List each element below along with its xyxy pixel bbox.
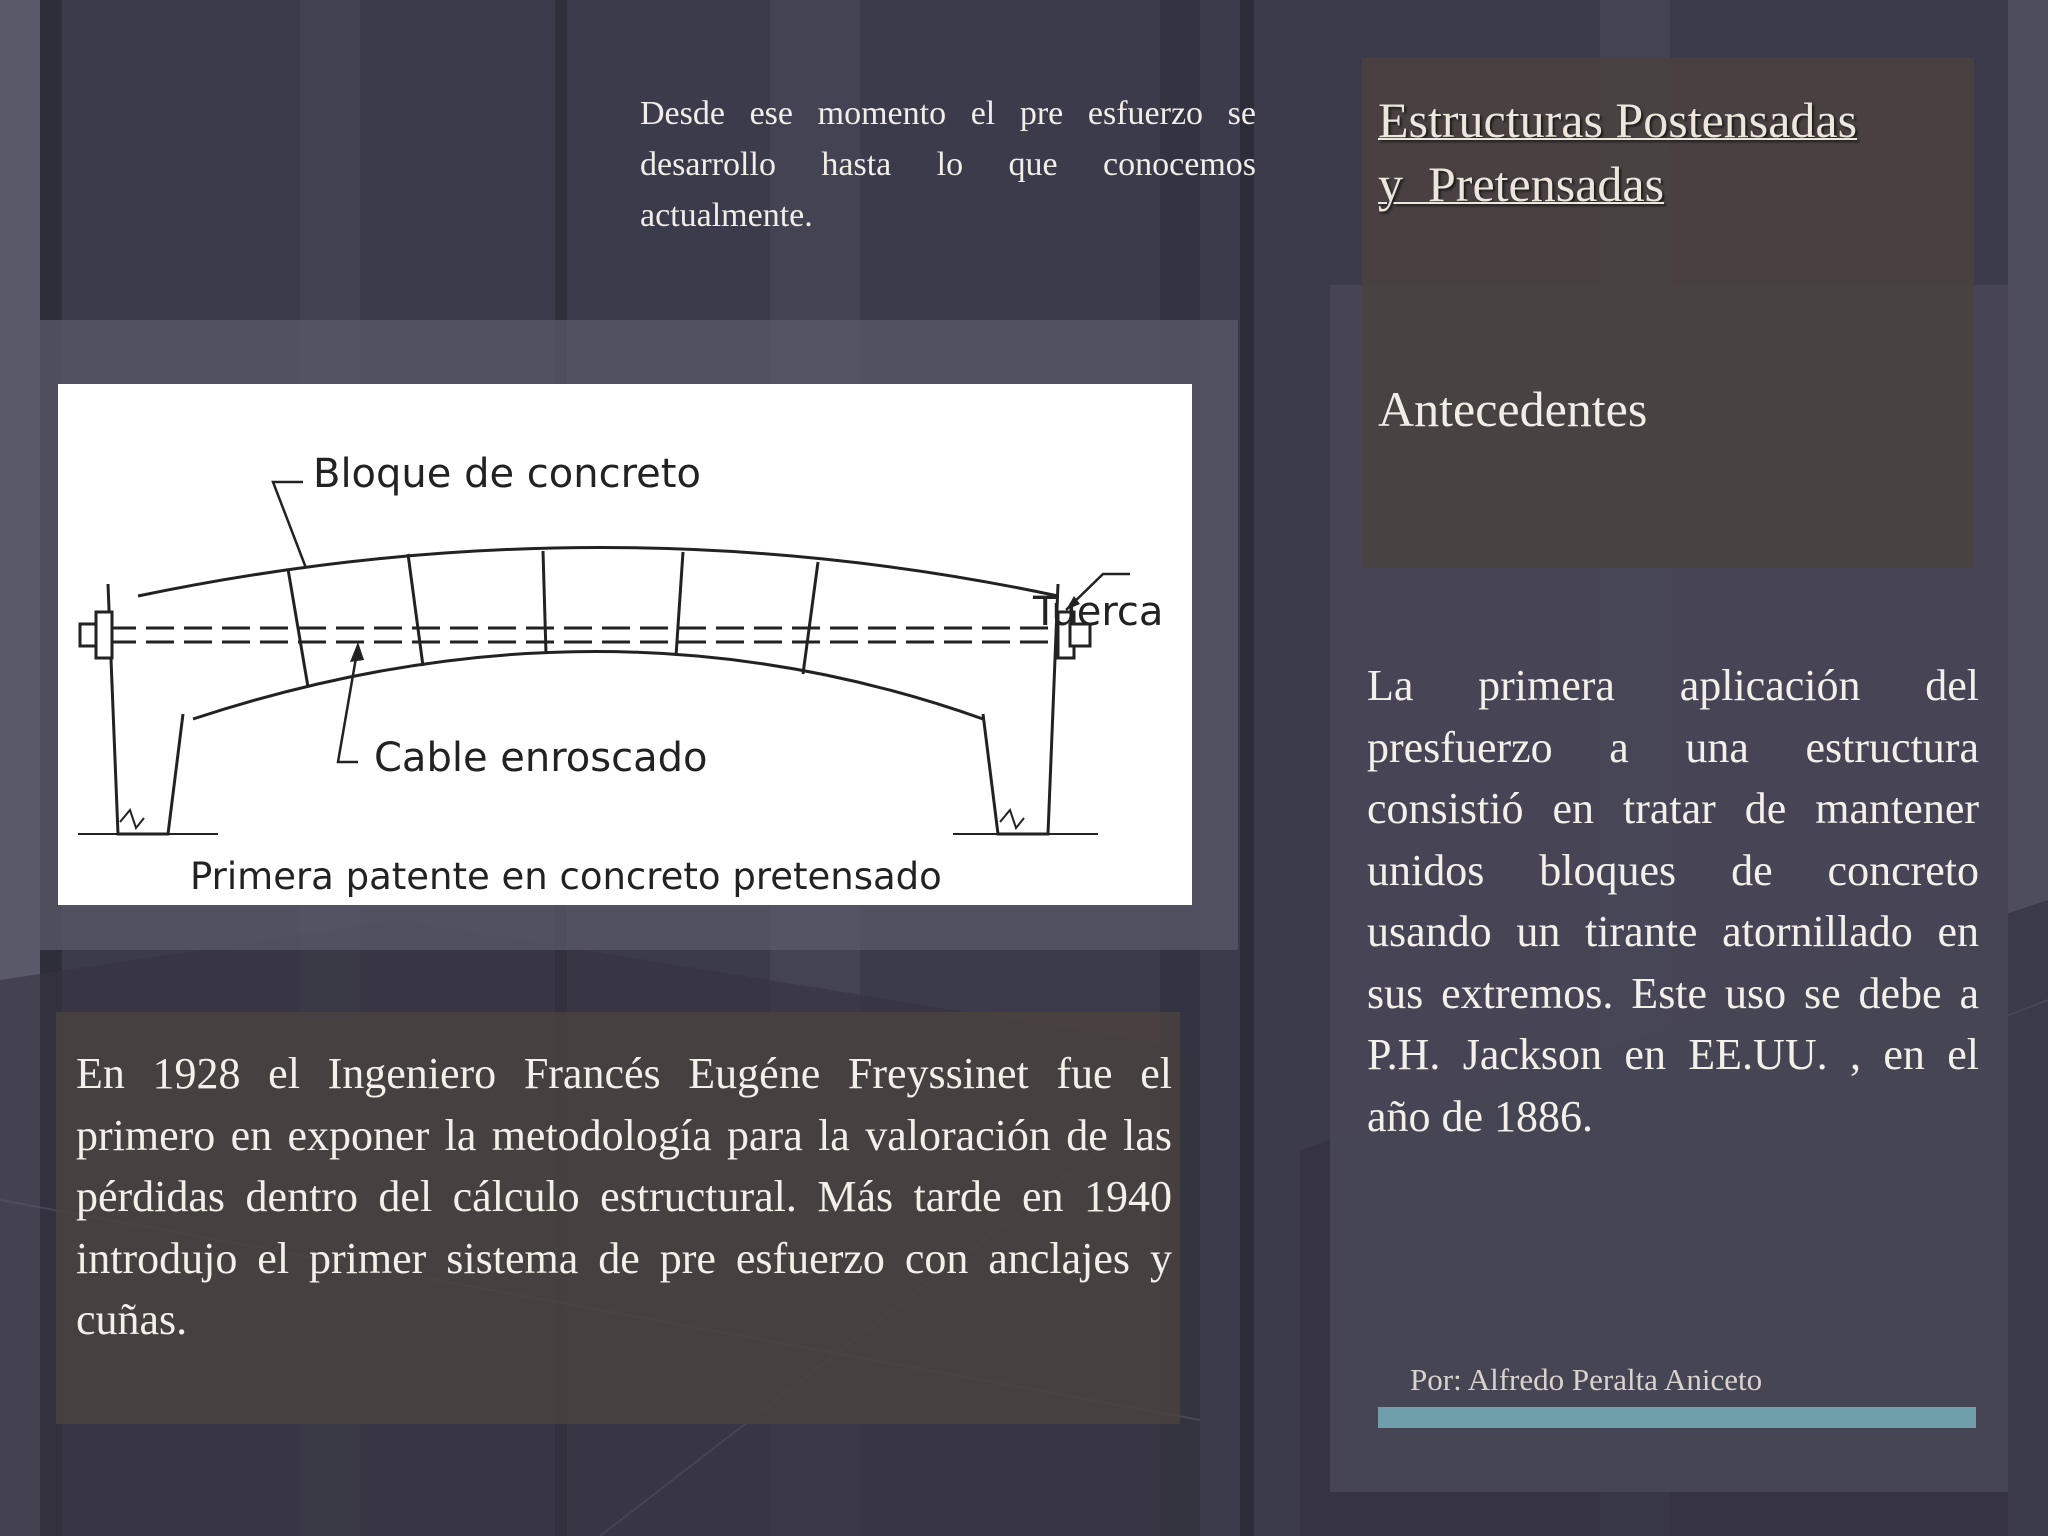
bottom-paragraph: En 1928 el Ingeniero Francés Eugéne Freyssinet fue el primero en exponer la metodología para la valoración de las pérdidas dentro del cálculo estructural. Más tarde en 1940 introdujo el primer sistema de pre esfuerzo con anclajes y cuñas. — [76, 1049, 1172, 1344]
right-paragraph: La primera aplicación del presfuerzo a una estructura consistió en tratar de mantener unidos bloques de concreto usando un tirante atornillado en sus extremos. Este uso se debe a P.H. Jackson en EE.UU. , en el año de 1886. — [1367, 661, 1979, 1141]
title-line-2: y Pretensadas — [1378, 156, 1665, 212]
arch-top — [138, 548, 1058, 597]
label-concrete-block: Bloque de concreto — [313, 451, 701, 497]
patent-diagram — [58, 384, 1192, 905]
label-nut: Tuerca — [1033, 589, 1164, 635]
section-subtitle: Antecedentes — [1378, 381, 1648, 437]
arch-bottom — [193, 652, 983, 720]
author-accent-bar — [1378, 1407, 1976, 1428]
title-line-1: Estructuras Postensadas — [1378, 92, 1858, 148]
left-column — [108, 584, 183, 834]
top-paragraph: Desde ese momento el pre esfuerzo se desarrollo hasta lo que conocemos actualmente. — [640, 95, 1256, 234]
author-credit: Por: Alfredo Peralta Aniceto — [1410, 1362, 1763, 1397]
figure-caption: Primera patente en concreto pretensado — [190, 855, 942, 898]
label-threaded-cable: Cable enroscado — [374, 735, 708, 781]
slide-title — [1378, 88, 1978, 216]
